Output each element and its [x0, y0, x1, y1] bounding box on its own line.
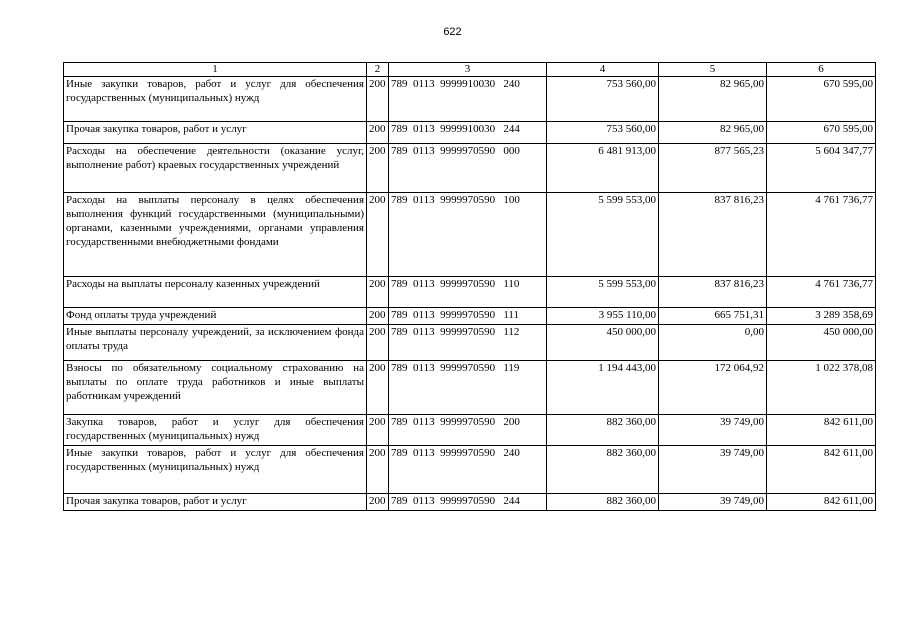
- row-classification-code-cell: 789 0113 9999970590 110: [389, 277, 547, 308]
- row-amount-executed-cell: 837 816,23: [659, 193, 767, 277]
- row-classification-code-cell: 789 0113 9999910030 240: [389, 77, 547, 122]
- row-amount-executed-cell: 665 751,31: [659, 308, 767, 325]
- row-code-2-cell: 200: [367, 193, 389, 277]
- row-code-2-cell: 200: [367, 144, 389, 193]
- row-classification-code-cell: 789 0113 9999970590 244: [389, 494, 547, 511]
- table-row: [64, 144, 876, 193]
- budget-table: [63, 62, 876, 511]
- row-amount-planned-cell: 882 360,00: [547, 446, 659, 494]
- row-amount-remaining-cell: 3 289 358,69: [767, 308, 876, 325]
- row-code-2-cell: 200: [367, 308, 389, 325]
- table-row: [64, 308, 876, 325]
- row-amount-planned-cell: 3 955 110,00: [547, 308, 659, 325]
- table-row: [64, 277, 876, 308]
- row-classification-code-cell: 789 0113 9999970590 119: [389, 361, 547, 415]
- row-classification-code-cell: 789 0113 9999970590 000: [389, 144, 547, 193]
- row-code-2-cell: 200: [367, 494, 389, 511]
- row-name-cell: Взносы по обязательному социальному страхованию на выплаты по оплате труда работников и иные выплаты работникам учреждений: [64, 361, 367, 415]
- row-amount-planned-cell: 753 560,00: [547, 77, 659, 122]
- table-row: [64, 193, 876, 277]
- row-classification-code-cell: 789 0113 9999970590 111: [389, 308, 547, 325]
- row-amount-planned-cell: 753 560,00: [547, 122, 659, 144]
- table-row: [64, 494, 876, 511]
- table-row: [64, 122, 876, 144]
- page-number: 622: [443, 26, 462, 38]
- row-amount-remaining-cell: 4 761 736,77: [767, 277, 876, 308]
- row-name-cell: Расходы на обеспечение деятельности (оказание услуг, выполнение работ) краевых государственных учреждений: [64, 144, 367, 193]
- row-amount-planned-cell: 1 194 443,00: [547, 361, 659, 415]
- row-name-cell: Расходы на выплаты персоналу в целях обеспечения выполнения функций государственными (муниципальными) органами, казенными учреждениями, органами управления государственными внебюджетными фондами: [64, 193, 367, 277]
- row-amount-remaining-cell: 450 000,00: [767, 325, 876, 361]
- row-amount-executed-cell: 0,00: [659, 325, 767, 361]
- row-code-2-cell: 200: [367, 122, 389, 144]
- row-classification-code-cell: 789 0113 9999970590 240: [389, 446, 547, 494]
- row-amount-remaining-cell: 842 611,00: [767, 446, 876, 494]
- column-header: 1: [64, 63, 367, 77]
- row-name-cell: Фонд оплаты труда учреждений: [64, 308, 367, 325]
- row-name-cell: Расходы на выплаты персоналу казенных учреждений: [64, 277, 367, 308]
- row-amount-executed-cell: 82 965,00: [659, 77, 767, 122]
- table-row: [64, 77, 876, 122]
- row-amount-remaining-cell: 842 611,00: [767, 415, 876, 446]
- row-amount-executed-cell: 837 816,23: [659, 277, 767, 308]
- row-classification-code-cell: 789 0113 9999910030 244: [389, 122, 547, 144]
- row-code-2-cell: 200: [367, 446, 389, 494]
- table-row: [64, 446, 876, 494]
- row-amount-planned-cell: 882 360,00: [547, 494, 659, 511]
- row-code-2-cell: 200: [367, 77, 389, 122]
- row-amount-remaining-cell: 5 604 347,77: [767, 144, 876, 193]
- column-header: 4: [547, 63, 659, 77]
- row-amount-executed-cell: 172 064,92: [659, 361, 767, 415]
- column-header: 2: [367, 63, 389, 77]
- row-amount-remaining-cell: 4 761 736,77: [767, 193, 876, 277]
- row-code-2-cell: 200: [367, 415, 389, 446]
- row-amount-executed-cell: 39 749,00: [659, 446, 767, 494]
- row-amount-executed-cell: 39 749,00: [659, 494, 767, 511]
- row-name-cell: Прочая закупка товаров, работ и услуг: [64, 122, 367, 144]
- row-name-cell: Иные закупки товаров, работ и услуг для обеспечения государственных (муниципальных) нужд: [64, 77, 367, 122]
- row-amount-planned-cell: 450 000,00: [547, 325, 659, 361]
- row-amount-planned-cell: 882 360,00: [547, 415, 659, 446]
- column-header: 6: [767, 63, 876, 77]
- row-amount-remaining-cell: 670 595,00: [767, 77, 876, 122]
- row-code-2-cell: 200: [367, 277, 389, 308]
- row-amount-remaining-cell: 670 595,00: [767, 122, 876, 144]
- column-header: 5: [659, 63, 767, 77]
- row-amount-planned-cell: 5 599 553,00: [547, 193, 659, 277]
- row-name-cell: Иные закупки товаров, работ и услуг для обеспечения государственных (муниципальных) нужд: [64, 446, 367, 494]
- row-amount-remaining-cell: 1 022 378,08: [767, 361, 876, 415]
- row-code-2-cell: 200: [367, 325, 389, 361]
- row-name-cell: Иные выплаты персоналу учреждений, за исключением фонда оплаты труда: [64, 325, 367, 361]
- row-amount-planned-cell: 5 599 553,00: [547, 277, 659, 308]
- table-header-row: [64, 63, 876, 77]
- row-classification-code-cell: 789 0113 9999970590 112: [389, 325, 547, 361]
- table-row: [64, 415, 876, 446]
- row-classification-code-cell: 789 0113 9999970590 100: [389, 193, 547, 277]
- row-name-cell: Закупка товаров, работ и услуг для обеспечения государственных (муниципальных) нужд: [64, 415, 367, 446]
- table-row: [64, 361, 876, 415]
- column-header: 3: [389, 63, 547, 77]
- row-classification-code-cell: 789 0113 9999970590 200: [389, 415, 547, 446]
- row-amount-executed-cell: 877 565,23: [659, 144, 767, 193]
- row-amount-executed-cell: 39 749,00: [659, 415, 767, 446]
- row-name-cell: Прочая закупка товаров, работ и услуг: [64, 494, 367, 511]
- row-amount-planned-cell: 6 481 913,00: [547, 144, 659, 193]
- row-code-2-cell: 200: [367, 361, 389, 415]
- table-row: [64, 325, 876, 361]
- row-amount-executed-cell: 82 965,00: [659, 122, 767, 144]
- row-amount-remaining-cell: 842 611,00: [767, 494, 876, 511]
